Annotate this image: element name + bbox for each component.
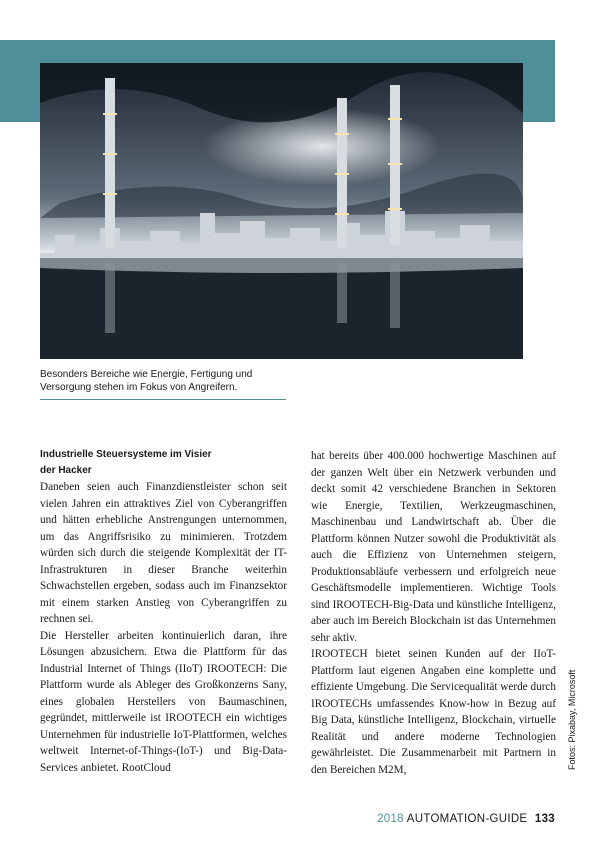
body-paragraph: Daneben seien auch Finanzdienstleister schon seit vielen Jahren ein attraktives Ziel von Cyberangriffen und hätten erhebliche Anstrengungen unternommen, um das Angriffsrisiko zu minimieren. Trotzdem würden sich durch die steigende Komplexität der IT-Infrastrukturen in dieser Branche weiterhin Schwachstellen ergeben, sodass auch im Finanzsektor mit einem starken Anstieg von Cyberangriffen zu rechnen sei.: [40, 481, 287, 625]
footer-title: AUTOMATION-GUIDE: [406, 813, 528, 825]
footer-year: 2018: [377, 813, 404, 825]
body-paragraph: hat bereits über 400.000 hochwertige Maschinen auf der ganzen Welt über ein Netzwerk verbunden und deckt somit 42 verschiedene Branchen in Sektoren wie Energie, Textilien, Werkzeugmaschinen, Maschinenbau und Landwirtschaft ab. Über die Plattform können Nutzer sowohl die Produktivität als auch die Effizienz von Unternehmen steigern, Produktionsabläufe verbessern und erfolgreich neue Geschäftsmodelle implementieren. Wichtige Tools sind IROOTECH-Big-Data und künstliche Intelligenz, aber auch im Bereich Blockchain ist das Unternehmen sehr aktiv.: [311, 450, 556, 644]
body-paragraph: Die Hersteller arbeiten kontinuierlich daran, ihre Lösungen abzusichern. Etwa die Plattform für das Industrial Internet of Things (IIoT) IROOTECH: Die Plattform wurde als Ableger des Großkonzerns Sany, eines globalen Herstellers von Baumaschinen, gegründet, mittlerweile ist IROOTECH ein wichtiges Unternehmen für industrielle IoT-Plattformen, welches weltweit Internet-of-Things-(IoT-) und Big-Data-Services anbietet. RootCloud: [40, 629, 287, 774]
caption-divider: [40, 399, 286, 400]
caption-line: Versorgung stehen im Fokus von Angreifern.: [40, 382, 238, 393]
article-left-column: [40, 447, 287, 776]
body-paragraph: IROOTECH bietet seinen Kunden auf der IIoT-Plattform laut eigenen Angaben eine komplette und effiziente Umgebung. Die Servicequalität werde durch IROOTECHs umfassendes Know-how in Bezug auf Big Data, künstliche Intelligenz, Blockchain, virtuelle Realität und andere moderne Technologien gewährleistet. Die Zusammenarbeit mit Partnern in den Bereichen M2M,: [311, 648, 556, 776]
page-number: 133: [534, 813, 555, 825]
section-heading: Industrielle Steuersysteme im Visier der Hacker: [40, 449, 212, 476]
article-right-column: [311, 448, 556, 778]
caption-line: Besonders Bereiche wie Energie, Fertigung und: [40, 369, 253, 380]
power-plant-photo: [40, 63, 523, 359]
page-footer: [377, 813, 555, 825]
photo-caption: [40, 368, 290, 394]
photo-credit: Fotos: Pixabay, Microsoft: [567, 669, 577, 770]
